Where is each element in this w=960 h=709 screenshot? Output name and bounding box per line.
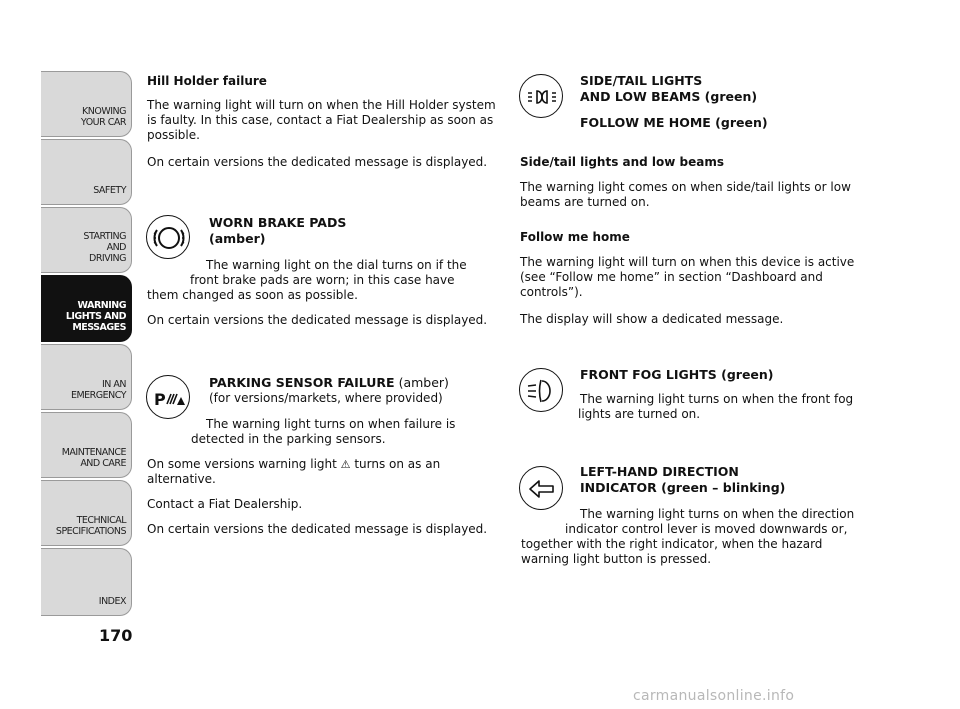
brake-pads-text-1: The warning light on the dial turns on if the	[206, 258, 467, 272]
title-line: WORN BRAKE PADS	[209, 215, 347, 230]
indicator-text-1: The warning light turns on when the direction	[580, 507, 855, 521]
title-line: FOLLOW ME HOME (green)	[580, 115, 768, 130]
brake-pads-text-2: front brake pads are worn; in this case have	[190, 273, 455, 287]
parking-sensor-alt	[147, 457, 440, 472]
tab-label: STARTING AND DRIVING	[83, 231, 126, 264]
hill-holder-title: Hill Holder failure	[147, 74, 267, 88]
side-tail-text: The warning light comes on when side/tail lights or low beams are turned on.	[520, 180, 851, 209]
tab-warning-lights-and-messages[interactable]	[41, 275, 132, 342]
left-arrow-icon	[519, 466, 563, 510]
parking-sensor-contact: Contact a Fiat Dealership.	[147, 497, 303, 511]
title-bold: PARKING SENSOR FAILURE	[209, 375, 395, 390]
tab-label: KNOWING YOUR CAR	[80, 106, 126, 128]
tab-label: TECHNICAL SPECIFICATIONS	[55, 515, 126, 537]
watermark: carmanualsonline.info	[633, 688, 795, 704]
title-line: (amber)	[209, 231, 266, 246]
follow-me-home-text: The warning light will turn on when this device is active (see “Follow me home” in section “Dashboard and controls”).	[520, 255, 855, 299]
parking-sensor-icon	[146, 375, 190, 419]
text-part: On some versions warning light	[147, 457, 341, 471]
warning-triangle-icon: ⚠	[340, 458, 351, 471]
tab-label: IN AN EMERGENCY	[70, 379, 126, 401]
indicator-title	[580, 464, 785, 496]
tab-label: WARNING LIGHTS AND MESSAGES	[65, 300, 126, 333]
title-line: AND LOW BEAMS (green)	[580, 89, 758, 104]
side-tail-subheading: Side/tail lights and low beams	[520, 155, 725, 169]
hill-holder-text: The warning light will turn on when the Hill Holder system is faulty. In this case, contact a Fiat Dealership as soon as possible.	[147, 98, 496, 142]
title-line: LEFT-HAND DIRECTION	[580, 464, 739, 479]
tab-technical-specifications[interactable]	[41, 480, 132, 546]
follow-me-home-subheading: Follow me home	[520, 230, 630, 244]
tab-label: MAINTENANCE AND CARE	[61, 447, 126, 469]
front-fog-lights-icon	[519, 368, 563, 412]
tab-starting-and-driving[interactable]	[41, 207, 132, 273]
tab-maintenance-and-care[interactable]	[41, 412, 132, 478]
brake-pads-icon	[146, 215, 190, 259]
title-suffix: (amber)	[394, 375, 449, 390]
parking-sensor-text-2: detected in the parking sensors.	[191, 432, 386, 446]
svg-text:P: P	[154, 390, 166, 409]
parking-sensor-note: On certain versions the dedicated message is displayed.	[147, 522, 488, 536]
front-fog-text-1: The warning light turns on when the front fog	[580, 392, 854, 406]
title-line: INDICATOR (green – blinking)	[580, 480, 786, 495]
text-part: turns on as an	[350, 457, 441, 471]
tab-label: SAFETY	[93, 185, 126, 196]
parking-sensor-alt-2: alternative.	[147, 472, 216, 486]
parking-sensor-text-1: The warning light turns on when failure is	[206, 417, 456, 431]
indicator-text-2: indicator control lever is moved downwards or,	[565, 522, 848, 536]
page-number: 170	[99, 626, 133, 645]
parking-sensor-subtitle: (for versions/markets, where provided)	[209, 391, 443, 405]
follow-me-home-note: The display will show a dedicated message.	[520, 312, 784, 326]
tab-index[interactable]	[41, 548, 132, 616]
front-fog-text-2: lights are turned on.	[578, 407, 701, 421]
front-fog-title: FRONT FOG LIGHTS (green)	[580, 367, 774, 382]
brake-pads-title	[209, 215, 346, 247]
hill-holder-note: On certain versions the dedicated message is displayed.	[147, 155, 488, 169]
parking-sensor-title	[209, 375, 449, 390]
indicator-text-4: warning light button is pressed.	[521, 552, 712, 566]
side-tail-lights-icon	[519, 74, 563, 118]
side-tail-title	[580, 73, 768, 131]
brake-pads-note: On certain versions the dedicated message is displayed.	[147, 313, 488, 327]
indicator-text-3: together with the right indicator, when the hazard	[521, 537, 823, 551]
tab-label: INDEX	[98, 596, 126, 607]
tab-in-an-emergency[interactable]	[41, 344, 132, 410]
tab-knowing-your-car[interactable]	[41, 71, 132, 137]
tab-safety[interactable]	[41, 139, 132, 205]
title-line: SIDE/TAIL LIGHTS	[580, 73, 703, 88]
brake-pads-text-3: them changed as soon as possible.	[147, 288, 358, 302]
